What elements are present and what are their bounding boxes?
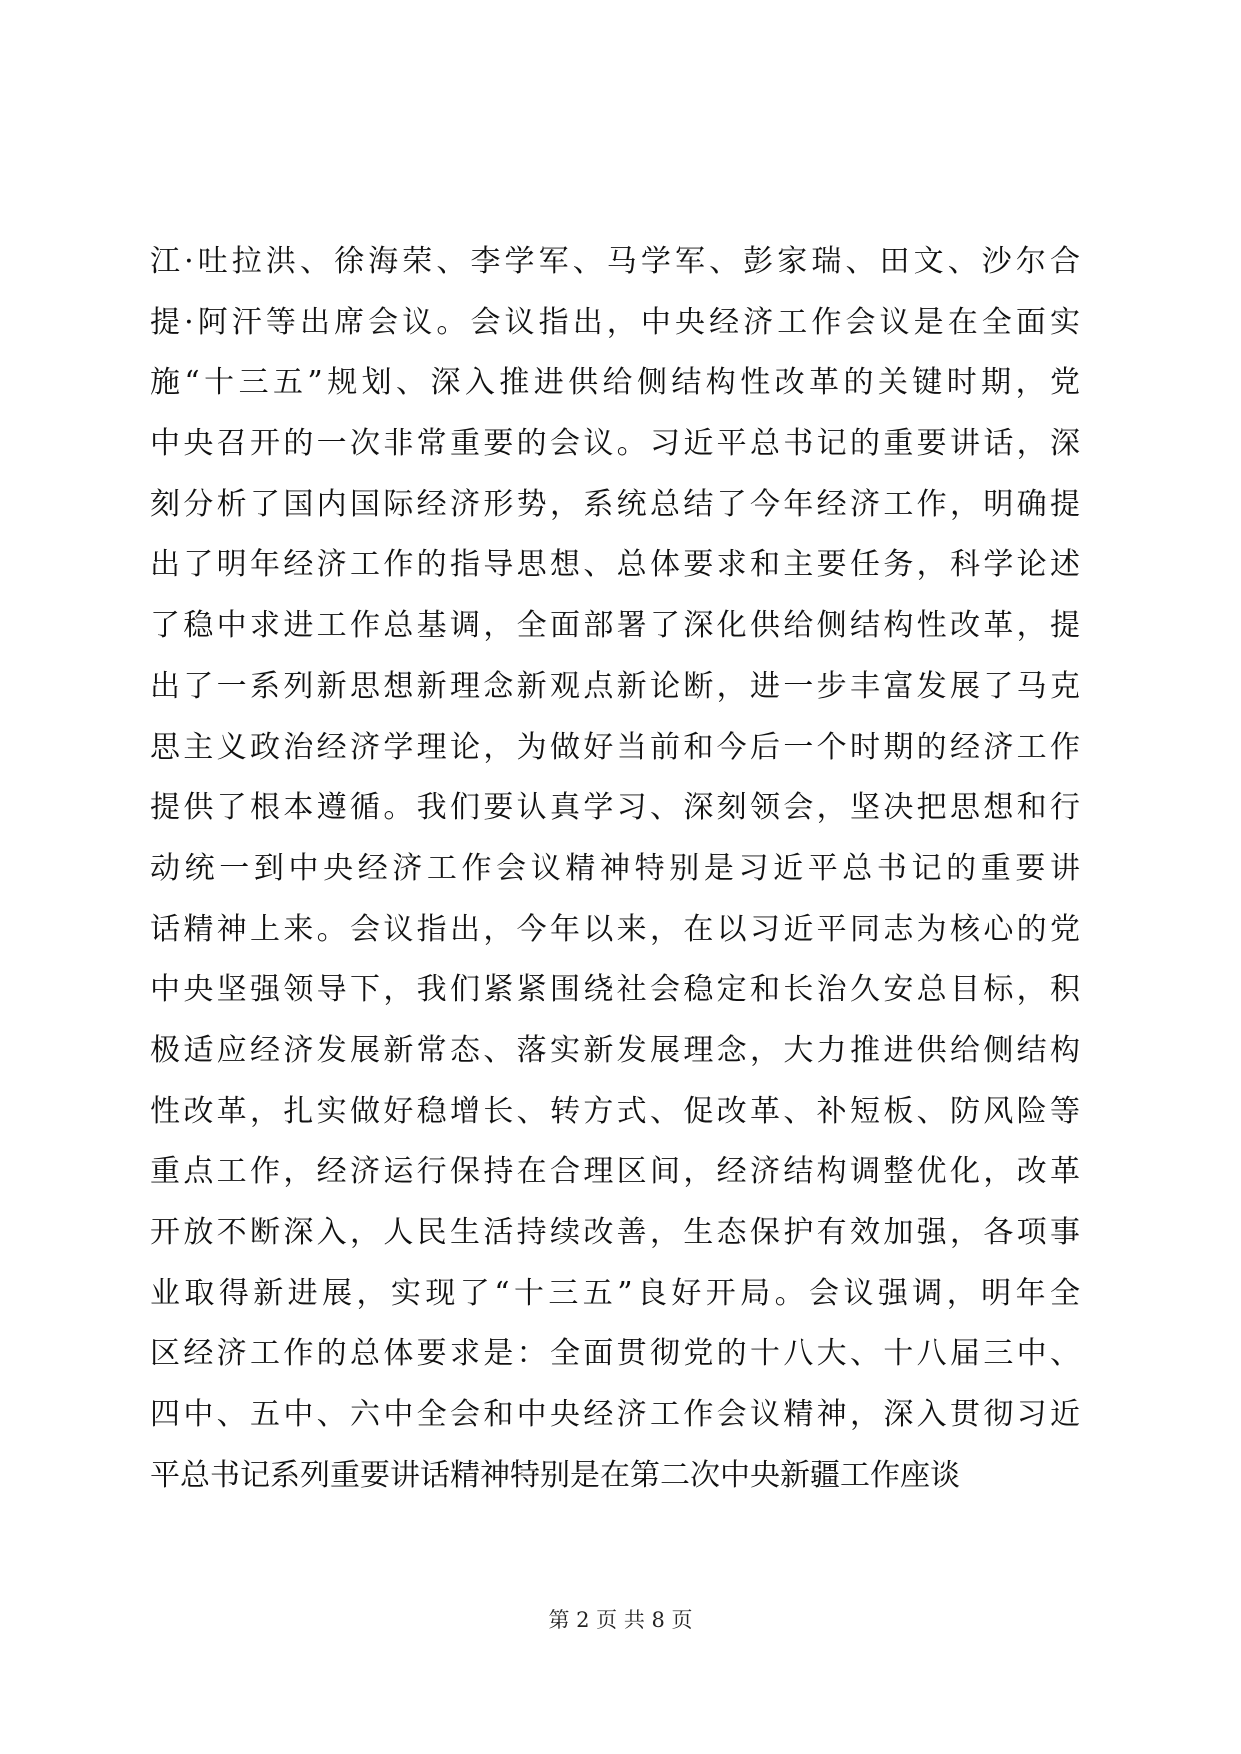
text-line: 中央坚强领导下，我们紧紧围绕社会稳定和长治久安总目标，积 <box>150 972 1080 1008</box>
text-line: 提·阿汗等出席会议。会议指出，中央经济工作会议是在全面实 <box>150 304 1080 340</box>
text-line: 四中、五中、六中全会和中央经济工作会议精神，深入贯彻习近 <box>150 1397 1080 1433</box>
text-line: 区经济工作的总体要求是：全面贯彻党的十八大、十八届三中、 <box>150 1336 1080 1372</box>
text-line: 思主义政治经济学理论，为做好当前和今后一个时期的经济工作 <box>150 729 1080 765</box>
text-line: 刻分析了国内国际经济形势，系统总结了今年经济工作，明确提 <box>150 486 1080 522</box>
text-line: 出了明年经济工作的指导思想、总体要求和主要任务，科学论述 <box>150 547 1080 583</box>
text-line: 平总书记系列重要讲话精神特别是在第二次中央新疆工作座谈 <box>150 1457 960 1493</box>
text-line: 提供了根本遵循。我们要认真学习、深刻领会，坚决把思想和行 <box>150 790 1080 826</box>
text-line: 出了一系列新思想新理念新观点新论断，进一步丰富发展了马克 <box>150 668 1080 704</box>
text-line: 动统一到中央经济工作会议精神特别是习近平总书记的重要讲 <box>150 850 1080 886</box>
text-line: 施“十三五”规划、深入推进供给侧结构性改革的关键时期，党 <box>150 365 1080 401</box>
text-line: 性改革，扎实做好稳增长、转方式、促改革、补短板、防风险等 <box>150 1093 1080 1129</box>
text-line: 极适应经济发展新常态、落实新发展理念，大力推进供给侧结构 <box>150 1032 1080 1068</box>
text-line: 江·吐拉洪、徐海荣、李学军、马学军、彭家瑞、田文、沙尔合 <box>150 244 1080 279</box>
text-line: 业取得新进展，实现了“十三五”良好开局。会议强调，明年全 <box>150 1275 1080 1311</box>
text-line: 中央召开的一次非常重要的会议。习近平总书记的重要讲话，深 <box>150 426 1080 462</box>
page-number-footer: 第 2 页 共 8 页 <box>548 1608 693 1632</box>
text-line: 重点工作，经济运行保持在合理区间，经济结构调整优化，改革 <box>150 1154 1080 1190</box>
text-line: 开放不断深入，人民生活持续改善，生态保护有效加强，各项事 <box>150 1215 1080 1250</box>
body-text <box>150 232 1080 1506</box>
text-line: 话精神上来。会议指出，今年以来，在以习近平同志为核心的党 <box>150 911 1080 947</box>
text-line: 了稳中求进工作总基调，全面部署了深化供给侧结构性改革，提 <box>150 608 1080 644</box>
